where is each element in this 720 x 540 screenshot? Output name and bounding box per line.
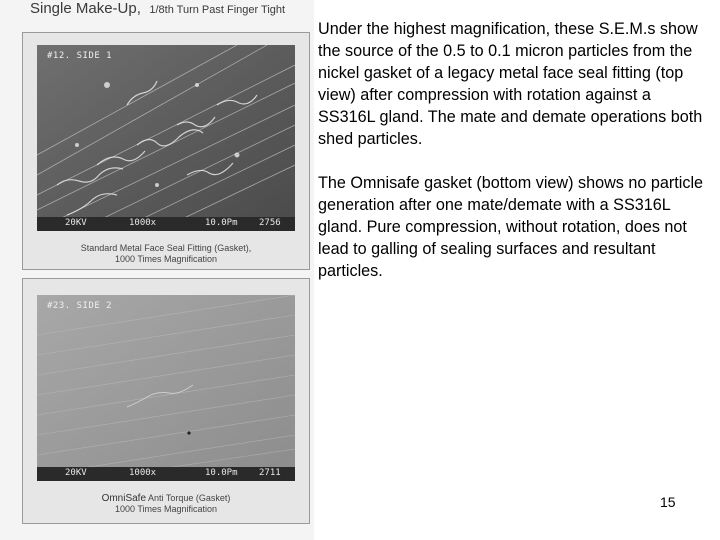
top-caption-line1: Standard Metal Face Seal Fitting (Gasket), — [80, 243, 252, 253]
bottom-caption — [23, 493, 309, 515]
scanned-figure — [0, 0, 314, 540]
top-sem-frame-number: 2756 — [259, 218, 281, 228]
bottom-sem-voltage: 20KV — [65, 468, 87, 478]
bottom-sem-magnification: 1000x — [129, 468, 157, 478]
bottom-caption-line1 — [23, 493, 309, 504]
top-sem-info-bar — [37, 217, 295, 231]
top-sem-texture — [37, 45, 295, 231]
figure-title-sub: 1/8th Turn Past Finger Tight — [149, 4, 286, 16]
bottom-sem-sample-label: #23. SIDE 2 — [47, 301, 113, 311]
bottom-micrograph-panel — [22, 278, 310, 524]
bottom-sem-frame-number: 2711 — [259, 468, 281, 478]
bottom-caption-line2: 1000 Times Magnification — [114, 504, 218, 514]
paragraph-top-view: Under the highest magnification, these S.E.M.s show the source of the 0.5 to 0.1 micron particles from the nickel gasket of a legacy metal face seal fitting (top view) after compression with rotation against a SS316L gland. The mate and demate operations both shed particles. — [318, 20, 703, 148]
top-sem-voltage: 20KV — [65, 218, 87, 228]
bottom-sem-image — [37, 295, 295, 481]
bottom-sem-info-bar — [37, 467, 295, 481]
top-sem-image — [37, 45, 295, 231]
figure-title — [30, 0, 285, 18]
figure-title-main: Single Make-Up, — [30, 0, 141, 17]
top-caption-line2: 1000 Times Magnification — [114, 254, 218, 264]
top-micrograph-panel — [22, 32, 310, 270]
top-sem-magnification: 1000x — [129, 218, 157, 228]
slide-body-text — [318, 18, 708, 304]
top-sem-scale: 10.0Pm — [205, 218, 238, 228]
bottom-sem-texture — [37, 295, 295, 481]
bottom-caption-line1-rest: Anti Torque (Gasket) — [148, 493, 231, 503]
top-caption — [23, 243, 309, 265]
paragraph-bottom-view: The Omnisafe gasket (bottom view) shows no particle generation after one mate/demate with a SS316L gland. Pure compression, without rotation, does not lead to galling of sealing surfaces and resultant particles. — [318, 174, 704, 280]
bottom-sem-scale: 10.0Pm — [205, 468, 238, 478]
page-number: 15 — [660, 494, 676, 510]
bottom-caption-brand: OmniSafe — [101, 493, 147, 504]
top-sem-sample-label: #12. SIDE 1 — [47, 51, 113, 61]
